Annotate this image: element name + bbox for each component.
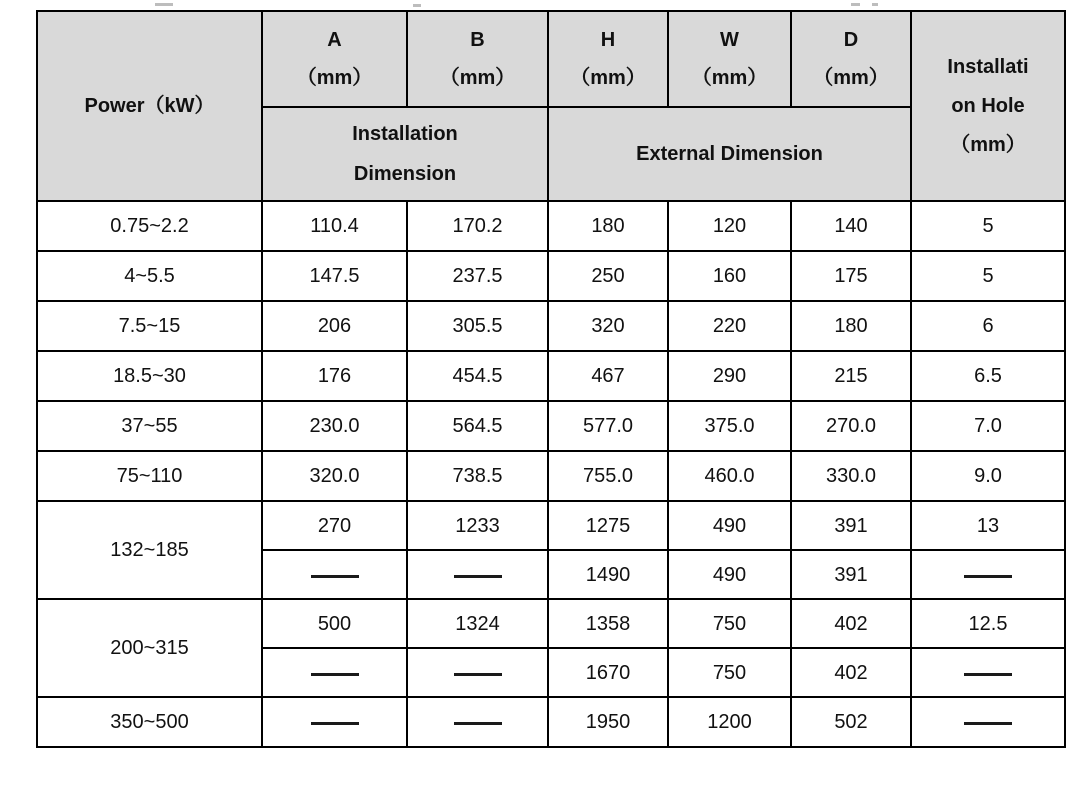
- cell-hole: 5: [911, 251, 1065, 301]
- cell-power: 350~500: [37, 697, 262, 747]
- empty-value-dash: [311, 575, 359, 578]
- specification-table-wrapper: [36, 10, 1050, 748]
- cell-a: 206: [262, 301, 407, 351]
- header-w: [668, 11, 791, 107]
- cell-a: 500: [262, 599, 407, 648]
- header-external-dimension: [548, 107, 911, 201]
- cell-a: 320.0: [262, 451, 407, 501]
- cell-a: 147.5: [262, 251, 407, 301]
- cell-h: 577.0: [548, 401, 668, 451]
- cell-w: 160: [668, 251, 791, 301]
- cell-d: 180: [791, 301, 911, 351]
- empty-value-dash: [964, 575, 1012, 578]
- cell-power: 18.5~30: [37, 351, 262, 401]
- header-w-unit: （mm）: [691, 67, 768, 89]
- header-a-unit: （mm）: [296, 67, 373, 89]
- header-power: [37, 11, 262, 201]
- cell-a: 110.4: [262, 201, 407, 251]
- header-h-symbol: H: [600, 29, 616, 51]
- cell-power: 132~185: [37, 501, 262, 599]
- cell-b: 237.5: [407, 251, 548, 301]
- empty-value-dash: [454, 673, 502, 676]
- cell-hole: 5: [911, 201, 1065, 251]
- cell-w: 750: [668, 599, 791, 648]
- cell-a: 270: [262, 501, 407, 550]
- header-w-symbol: W: [720, 29, 739, 51]
- header-installation-dimension: [262, 107, 548, 201]
- cell-h: 1950: [548, 697, 668, 747]
- cell-w: 490: [668, 550, 791, 599]
- header-b-unit: （mm）: [439, 67, 516, 89]
- header-h: [548, 11, 668, 107]
- empty-value-dash: [454, 722, 502, 725]
- cell-d: 391: [791, 501, 911, 550]
- table-row: [37, 351, 1065, 401]
- header-a-symbol: A: [327, 29, 342, 51]
- cell-w: 290: [668, 351, 791, 401]
- cell-a: [262, 697, 407, 747]
- cell-b: 305.5: [407, 301, 548, 351]
- cell-hole: 12.5: [911, 599, 1065, 648]
- table-row: [37, 697, 1065, 747]
- header-d: [791, 11, 911, 107]
- cell-d: 391: [791, 550, 911, 599]
- cell-h: 1670: [548, 648, 668, 697]
- cell-power: 200~315: [37, 599, 262, 697]
- header-installation-dimension-line2: Dimension: [353, 163, 457, 185]
- cell-hole: [911, 697, 1065, 747]
- header-hole-line2: on Hole: [951, 95, 1025, 117]
- cell-b: 1324: [407, 599, 548, 648]
- cell-w: 120: [668, 201, 791, 251]
- cell-a: 176: [262, 351, 407, 401]
- cell-w: 750: [668, 648, 791, 697]
- cropped-text-remnant: [0, 0, 1090, 9]
- header-d-symbol: D: [843, 29, 859, 51]
- header-b-symbol: B: [470, 29, 485, 51]
- cell-h: 250: [548, 251, 668, 301]
- cell-w: 490: [668, 501, 791, 550]
- cell-w: 1200: [668, 697, 791, 747]
- cell-hole: [911, 648, 1065, 697]
- cell-d: 215: [791, 351, 911, 401]
- cell-hole: [911, 550, 1065, 599]
- header-installation-hole: [911, 11, 1065, 201]
- cell-d: 140: [791, 201, 911, 251]
- cell-power: 7.5~15: [37, 301, 262, 351]
- cell-d: 402: [791, 599, 911, 648]
- cell-b: 1233: [407, 501, 548, 550]
- cell-b: [407, 697, 548, 747]
- cell-h: 1490: [548, 550, 668, 599]
- cell-d: 502: [791, 697, 911, 747]
- cell-w: 460.0: [668, 451, 791, 501]
- cell-h: 1358: [548, 599, 668, 648]
- cell-power: 37~55: [37, 401, 262, 451]
- header-external-dimension-label: External Dimension: [636, 143, 823, 165]
- cell-b: [407, 648, 548, 697]
- header-b: [407, 11, 548, 107]
- cell-d: 330.0: [791, 451, 911, 501]
- motor-dimension-table: [36, 10, 1066, 748]
- cell-b: 738.5: [407, 451, 548, 501]
- table-row: [37, 401, 1065, 451]
- table-row: [37, 251, 1065, 301]
- cell-h: 1275: [548, 501, 668, 550]
- empty-value-dash: [964, 673, 1012, 676]
- cell-b: 170.2: [407, 201, 548, 251]
- header-power-label: Power（kW）: [84, 95, 215, 117]
- header-d-unit: （mm）: [813, 67, 889, 89]
- cell-power: 0.75~2.2: [37, 201, 262, 251]
- cell-hole: 6.5: [911, 351, 1065, 401]
- cell-hole: 6: [911, 301, 1065, 351]
- cell-b: 454.5: [407, 351, 548, 401]
- table-row: [37, 599, 1065, 648]
- table-row: [37, 451, 1065, 501]
- empty-value-dash: [964, 722, 1012, 725]
- cell-hole: 13: [911, 501, 1065, 550]
- cell-hole: 9.0: [911, 451, 1065, 501]
- table-header-row-top: [37, 11, 1065, 107]
- header-h-unit: （mm）: [570, 67, 646, 89]
- cell-d: 270.0: [791, 401, 911, 451]
- table-row: [37, 501, 1065, 550]
- empty-value-dash: [311, 673, 359, 676]
- cell-a: [262, 550, 407, 599]
- header-a: [262, 11, 407, 107]
- header-hole-unit: （mm）: [950, 134, 1026, 156]
- cell-power: 75~110: [37, 451, 262, 501]
- cell-b: [407, 550, 548, 599]
- cell-w: 375.0: [668, 401, 791, 451]
- cell-h: 467: [548, 351, 668, 401]
- cell-d: 402: [791, 648, 911, 697]
- cell-power: 4~5.5: [37, 251, 262, 301]
- cell-h: 320: [548, 301, 668, 351]
- cell-w: 220: [668, 301, 791, 351]
- empty-value-dash: [311, 722, 359, 725]
- cell-b: 564.5: [407, 401, 548, 451]
- cell-d: 175: [791, 251, 911, 301]
- cell-a: 230.0: [262, 401, 407, 451]
- table-row: [37, 201, 1065, 251]
- table-row: [37, 301, 1065, 351]
- cell-hole: 7.0: [911, 401, 1065, 451]
- header-installation-dimension-line1: Installation: [352, 123, 458, 145]
- cell-a: [262, 648, 407, 697]
- cell-h: 755.0: [548, 451, 668, 501]
- empty-value-dash: [454, 575, 502, 578]
- cell-h: 180: [548, 201, 668, 251]
- header-hole-line1: Installati: [947, 56, 1029, 78]
